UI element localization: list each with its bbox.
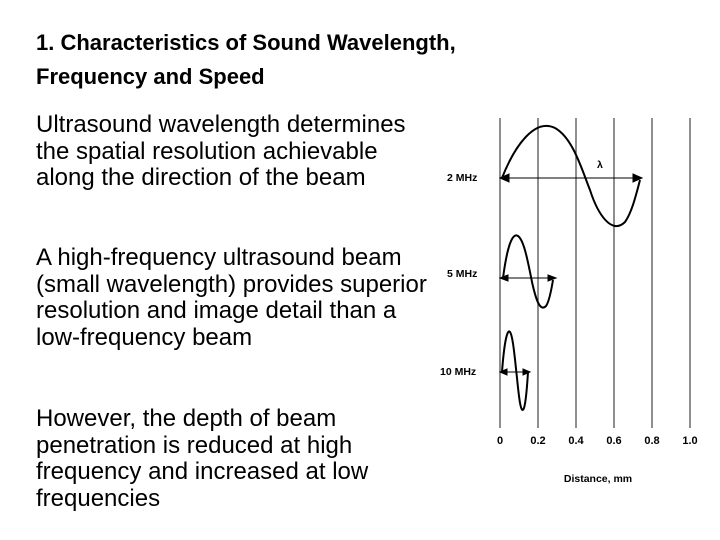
x-axis-label: Distance, mm <box>563 473 633 485</box>
grid-lines <box>500 118 690 428</box>
paragraph-penetration-depth: However, the depth of beam penetration is reduced at high frequency and increased at low frequencies <box>36 405 369 512</box>
tick-label-0.6: 0.6 <box>606 435 622 447</box>
wave-5mhz <box>503 235 553 307</box>
tick-label-0.8: 0.8 <box>644 435 660 447</box>
tick-label-1.0: 1.0 <box>682 435 698 447</box>
label-10mhz: 10 MHz <box>440 366 477 378</box>
slide-title-line-2: Frequency and Speed <box>36 64 265 89</box>
label-5mhz: 5 MHz <box>447 268 478 280</box>
slide-title-line-1: 1. Characteristics of Sound Wavelength, <box>36 30 456 55</box>
tick-label-0.4: 0.4 <box>568 435 584 447</box>
label-2mhz: 2 MHz <box>447 172 478 184</box>
tick-label-0.2: 0.2 <box>530 435 546 447</box>
wave-2mhz <box>502 126 640 226</box>
paragraph-spatial-resolution: Ultrasound wavelength determines the spatial resolution achievable along the direction of the beam <box>36 111 406 191</box>
lambda-arrow-2mhz <box>500 174 642 182</box>
lambda-arrow-10mhz <box>500 369 530 375</box>
paragraph-high-frequency: A high-frequency ultrasound beam (small wavelength) provides superior resolution and image detail than a low-frequency beam <box>36 244 427 351</box>
tick-label-0: 0 <box>496 435 504 447</box>
lambda-arrow-5mhz <box>500 275 556 281</box>
lambda-symbol: λ <box>597 159 603 171</box>
